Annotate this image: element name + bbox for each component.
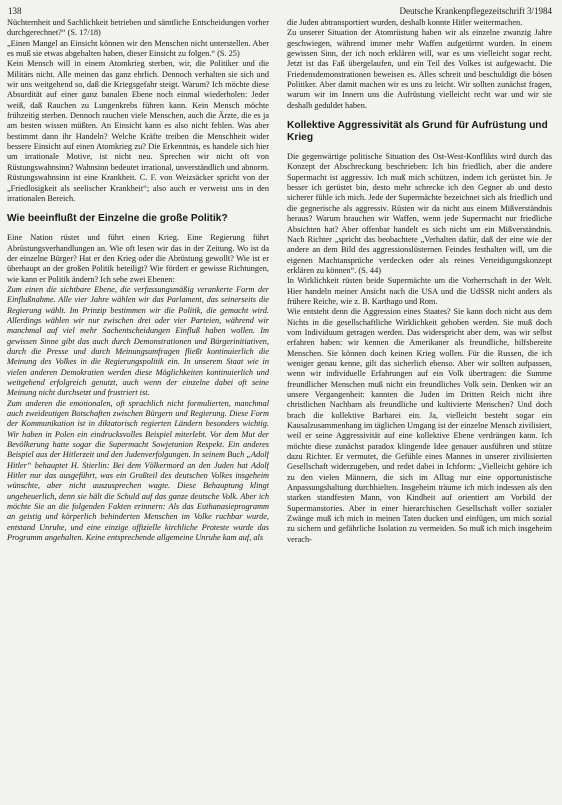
paragraph: Zum anderen die emotionalen, oft sprachlich nicht formulierten, manchmal auch zweideutigen Botschaften zwischen Bürgern und Regierung. Diese Form der Kommunikation ist in diktatorisch regierten Ländern besonders wichtig. Wir haben in Polen ein eindrucksvolles Beispiel miterlebt. Vor dem Mut der Bevölkerung hatte sogar die Supermacht Sowjetunion Respekt. Ein anderes Beispiel aus der Hitlerzeit und den Judenverfolgungen. In seinem Buch „Adolf Hitler“ behauptet H. Stierlin: Bei dem Völkermord an den Juden hat Adolf Hitler nur das ausgeführt, was ein Großteil des deutschen Volkes insgeheim wünschte, aber nicht auszusprechen wagte. Diese Behauptung klingt ungeheuerlich, denn sie hält die Schuld auf das ganze deutsche Volk. Aber ich möchte Sie an die folgenden Fakten erinnern: Als das Euthanasieprogramm an geistig und körperlich behinderten Menschen im Volke ruchbar wurde, entstand Unruhe, und eine einzige offizielle kirchliche Proteste wurde das Programm angehalten. Keine entsprechende allgemeine Unruhe kam auf, als [7, 398, 269, 543]
paragraph: „Einen Mangel an Einsicht können wir den Menschen nicht unterstellen. Aber es muß sie etwas abgehalten haben, dieser Einsicht zu folgen.“ (S. 25) [7, 38, 269, 59]
paragraph: Kein Mensch will in einem Atomkrieg sterben, wir, die Politiker und die Militärs nicht. Alle meinen das ganz ehrlich. Dennoch verhalten sie sich und wir uns weitgehend so, daß die Kriegsgefahr steigt. Warum? Ich möchte diese Absurdität auf einer ganz banalen Ebene noch einmal wiederholen: Jeder weiß, daß Rauchen zu Lungenkrebs führen kann. Kein Mensch möchte frühzeitig sterben. Dennoch rauchen viele Menschen, auch die Ärzte, die es ja am besten wissen müßten. An Einsicht kann es also nicht fehlen. Was aber bestimmt dann ihr Handeln? Welche Kräfte treiben die Menschheit wider bessere Einsicht auf einen Atomkrieg zu? Die Erkenntnis, es handele sich hier um irrationale Motive, ist nicht neu. Sprechen wir nicht oft von Rüstungswahnsinn? Wahnsinn bedeutet irrational, unverständlich und abnorm. Rüstungswahnsinn ist eine Krankheit. C. F. von Weizsäcker spricht von der „Friedlosigkeit als seelischer Krankheit“; also auch er verweist uns in den irrationalen Bereich. [7, 59, 269, 203]
left-column [7, 18, 269, 798]
paragraph: Eine Nation rüstet und führt einen Krieg. Eine Regierung führt Abrüstungsverhandlungen an. Wie oft lesen wir das in der Zeitung. Wo ist da der einzelne Bürger? Hat er den Krieg oder die Abrüstung gewollt? Wie ist er überhaupt an der großen Politik beteiligt? Wie fördert er gewisse Richtungen, wie kann er Politik ändern? Ich sehe zwei Ebenen: [7, 233, 269, 284]
paragraph: die Juden abtransportiert wurden, deshalb konnte Hitler weitermachen. [287, 18, 523, 27]
page-header [8, 4, 552, 18]
paragraph: Zu unserer Situation der Atomrüstung haben wir als einzelne zwanzig Jahre geschwiegen, während immer mehr Waffen aufgetürmt wurden. In einem gewissen Sinn, der ich noch erklären will, war es uns vielleicht sogar recht. Jetzt ist das Faß übergelaufen, und ein Teil des Volkes ist aufgewacht. Die Friedensdemonstrationen beweisen es. Alles schreit und beschuldigt die bösen Politiker. Aber damit machen wir es uns zu leicht. Wir sollten zunächst fragen, warum wir im Innern uns die Aufrüstung vielleicht recht war und wir sie deshalb geduldet haben. [287, 28, 552, 110]
paragraph: Wie entsteht denn die Aggression eines Staates? Sie kann doch nicht aus dem Nichts in die gesellschaftliche Wirklichkeit gehoben werden. Sie muß doch vom Individuum getragen werden. Das widerspricht aber dem, was wir selbst erfahren haben: wir kennen die Amerikaner als freundliche, hilfsbereite Menschen. Sie können doch keinen Krieg wollen. Für die Russen, die ich weniger genau kenne, gilt das sicherlich ebenso. Aber wir sollten aufpassen, wenn wir individuelle Erfahrungen auf ein Volk übertragen: die Summe freundlicher Menschen muß nicht ein freundliches Volk sein. Denken wir an unsere Vergangenheit: kannten die Juden im Dritten Reich nicht ihre christlichen Nachbarn als freundliche und kultivierte Menschen? Und doch brach die kollektive Barbarei ein. Ja, vielleicht besteht sogar ein Kausalzusammenhang im täglichen Umgang ist der einzelne Mensch zivilisiert, weil er seine Aggressivität auf eine kollektive Ebene verdrängen kann. Ich möchte diese zunächst paradox klingende Idee genauer ausführen und stütze dazu Richter. Er vermutet, die Gefühle eines Mannes in unserer zivilisierten Gesellschaft widerzugeben, und redet dabei in Ichform: „Vielleicht gehöre ich zu den vielen Männern, die sich im Alltag nur eine opportunistische Anpassungshaltung durchhielten. Insgeheim träume ich mich indessen als den starken standfesten Mann, von Kindheit auf orientiert am Vorbild der Supermanstories. Aber in einer hierarchischen Gesellschaft voller sozialer Zwänge muß ich mich in meinen Taten ducken und einfügen, um mich sozial zu sichern und gefährliche Isolation zu vermeiden. So muß ich mich insgeheim verach- [287, 307, 552, 544]
section-heading: Wie beeinflußt der Einzelne die große Politik? [7, 213, 228, 225]
page-number: 138 [8, 6, 22, 16]
right-column [287, 18, 552, 798]
section-heading: Kollektive Aggressivität als Grund für Aufrüstung und Krieg [287, 120, 548, 144]
paragraph: Die gegenwärtige politische Situation des Ost-West-Konflikts wird durch das Konzept der Abschreckung beschrieben: Ich bin friedlich, aber die andere Supermacht ist aggressiv. Ich muß mich schützen, indem ich gerüstet bin. Je besser ich gerüstet bin, desto mehr schrecke ich den Gegner ab und desto sicherer fühle ich mich. Jede der Supermächte bezeichnet sich als friedlich und die gegnerische als aggressiv. Rüsten wir da nicht aus einem Mißverständnis heraus? Warum brauchen wir Waffen, wenn jede Supermacht nur friedliche Absichten hat? Aber offenbar handelt es sich nicht um ein Mißverständnis. Nach Richter „spricht das beobachtete „Verhalten dafür, daß der eine wie der andere an dem Bild des aggressionslüsternen Feindes festhalten will, um die eigenen Machtansprüche verdecken oder als reines Verteidigungskonzept erklären zu können“. (S. 44) [287, 152, 552, 275]
paragraph: In Wirklichkeit rüsten beide Supermächte um die Vorherrschaft in der Welt. Hier handeln meiner Ansicht nach die USA und die UdSSR nicht anders als frühere Reiche, wie z. B. Karthago und Rom. [287, 276, 552, 306]
paragraph: Zum einen die sichtbare Ebene, die verfassungsmäßig verankerte Form der Einflußnahme. Alle vier Jahre wählen wir das Parlament, das seinerseits die Regierung wählt. Im Prinzip bestimmen wir die Politik, die gemacht wird. Allerdings wählen wir nur zwischen drei oder vier Parteien, während wir manchmal auf viel mehr Sachentscheidungen Einfluß haben wollen. Im gewissen Sinne gibt das auch durch Demonstrationen und Bürgerinitiativen, durch die Presse und durch Meinungsumfragen fließt kontinuierlich die Meinung des Volkes in die Regierungspolitik ein. In unserem Staat wie in vielen anderen Demokratien werden diese Möglichkeiten kontinuierlich und weitgehend erfolgreich genutzt, auch wenn der einzelne dabei oft seine Meinung nicht durchsetzt und frustriert ist. [7, 284, 269, 398]
journal-title: Deutsche Krankenpflegezeitschrift 3/1984 [399, 6, 552, 16]
paragraph: Nüchternheit und Sachlichkeit betrieben und sämtliche Entscheidungen vorher durchgerechnet?“ (S. 17/18) [7, 18, 269, 38]
